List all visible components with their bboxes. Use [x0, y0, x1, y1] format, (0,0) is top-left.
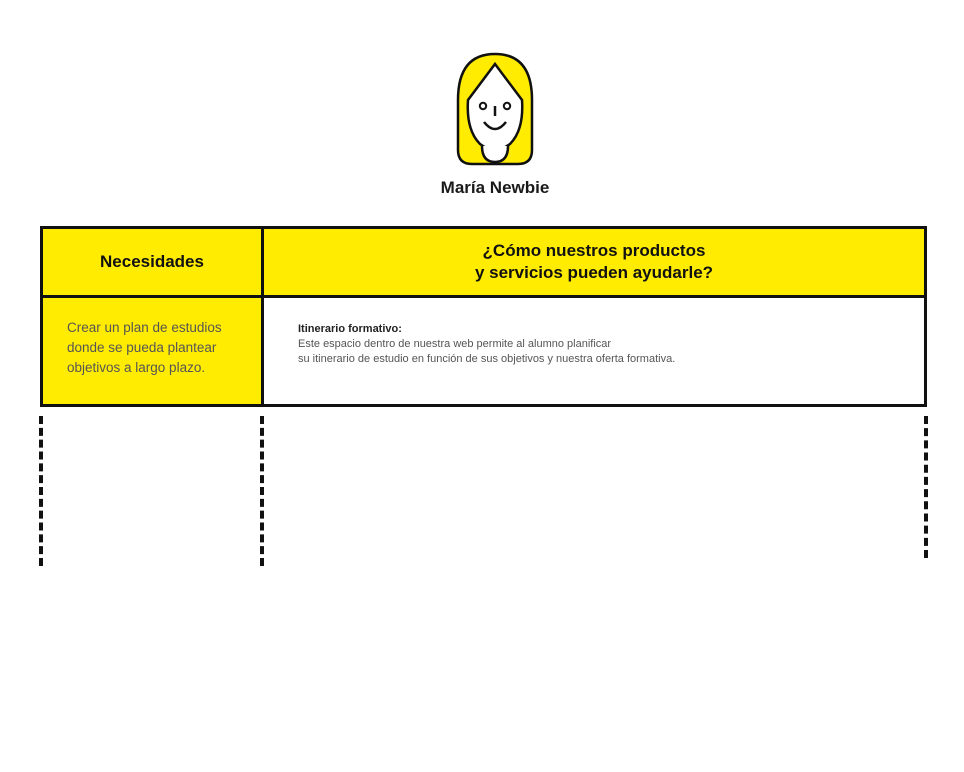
solution-line2: su itinerario de estudio en función de sus objetivos y nuestra oferta formativa. [298, 353, 676, 365]
dashed-divider-middle [260, 416, 264, 566]
header-needs: Necesidades [40, 226, 264, 298]
header-how-we-help [261, 226, 927, 298]
header-how-line2: y servicios pueden ayudarle? [474, 263, 714, 282]
solution-cell [261, 295, 927, 407]
needs-table [40, 226, 927, 407]
solution-title: Itinerario formativo: [298, 323, 402, 335]
persona-name: María Newbie [440, 178, 550, 197]
dashed-divider-right [924, 416, 928, 558]
solution-line1: Este espacio dentro de nuestra web permite al alumno planificar [298, 338, 612, 350]
dashed-divider-left [39, 416, 43, 566]
header-how-line1: ¿Cómo nuestros productos [482, 241, 706, 260]
woman-avatar-icon [452, 50, 538, 168]
need-cell: Crear un plan de estudios donde se pueda plantear objetivos a largo plazo. [40, 295, 264, 407]
